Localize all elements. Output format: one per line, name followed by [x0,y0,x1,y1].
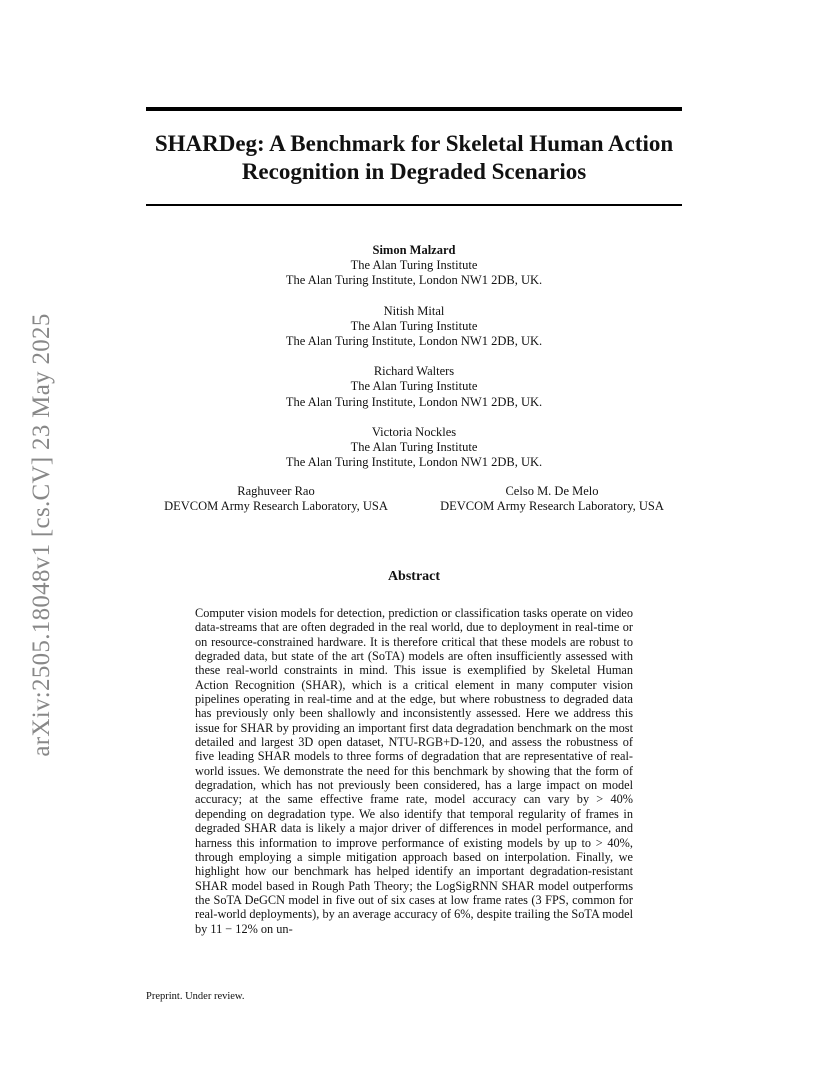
author-pair-row [146,484,682,514]
abstract-body: Computer vision models for detection, prediction or classification tasks operate on video data-streams that are often degraded in the real world, due to deployment in real-time or on resource-constrained hardware. It is therefore critical that these models are robust to degraded data, but state of the art (SoTA) models are often insufficiently assessed with these real-world constraints in mind. This issue is exemplified by Skeletal Human Action Recognition (SHAR), which is a critical element in many computer vision pipelines operating in real-time and at the edge, but where robustness to degraded data has previously only been shallowly and inconsistently assessed. Here we address this issue for SHAR by providing an important first data degradation benchmark on the most detailed and largest 3D open dataset, NTU-RGB+D-120, and assess the robustness of five leading SHAR models to three forms of degradation that are representative of real-world issues. We demonstrate the need for this benchmark by showing that the form of degradation, which has not previously been considered, has a large impact on model accuracy; at the same effective frame rate, model accuracy can vary by > 40% depending on degradation type. We also identify that temporal regularity of frames in degraded SHAR data is likely a major driver of differences in model performance, and harness this information to improve performance of existing models by up to > 40%, through employing a simple mitigation approach based on interpolation. Finally, we highlight how our benchmark has helped identify an important degradation-resistant SHAR model based in Rough Path Theory; the LogSigRNN SHAR model outperforms the SoTA DeGCN model in five out of six cases at low frame rates (3 FPS, common for real-world deployments), by an average accuracy of 6%, despite trailing the SoTA model by 11 − 12% on un- [195,606,633,936]
author-block [146,364,682,410]
author-list [146,243,682,485]
author-name: Nitish Mital [383,303,445,318]
author-block [146,304,682,350]
author-address: The Alan Turing Institute, London NW1 2DB, UK. [285,455,543,470]
author-affiliation: DEVCOM Army Research Laboratory, USA [164,499,388,514]
author-address: The Alan Turing Institute, London NW1 2DB, UK. [285,334,543,349]
author-address: The Alan Turing Institute, London NW1 2DB, UK. [285,394,543,409]
title-rule-top [146,107,682,111]
author-block [422,484,682,514]
paper-title: SHARDeg: A Benchmark for Skeletal Human Action Recognition in Degraded Scenarios [154,131,674,184]
author-block [146,484,406,514]
author-block [146,425,682,471]
author-name: Raghuveer Rao [237,484,315,498]
author-affiliation: The Alan Turing Institute [350,379,478,394]
author-affiliation: The Alan Turing Institute [350,258,478,273]
author-name: Celso M. De Melo [505,484,599,498]
title-rule-bottom [146,204,682,206]
arxiv-stamp: arXiv:2505.18048v1 [cs.CV] 23 May 2025 [28,313,55,757]
author-block [146,243,682,289]
footer-note: Preprint. Under review. [146,991,245,1002]
author-name: Simon Malzard [372,243,456,257]
author-name: Richard Walters [373,364,455,379]
author-affiliation: The Alan Turing Institute [350,440,478,455]
author-affiliation: DEVCOM Army Research Laboratory, USA [440,499,664,514]
abstract-heading: Abstract [387,569,441,584]
author-address: The Alan Turing Institute, London NW1 2DB, UK. [285,273,543,288]
author-affiliation: The Alan Turing Institute [350,318,478,333]
author-name: Victoria Nockles [371,424,457,439]
